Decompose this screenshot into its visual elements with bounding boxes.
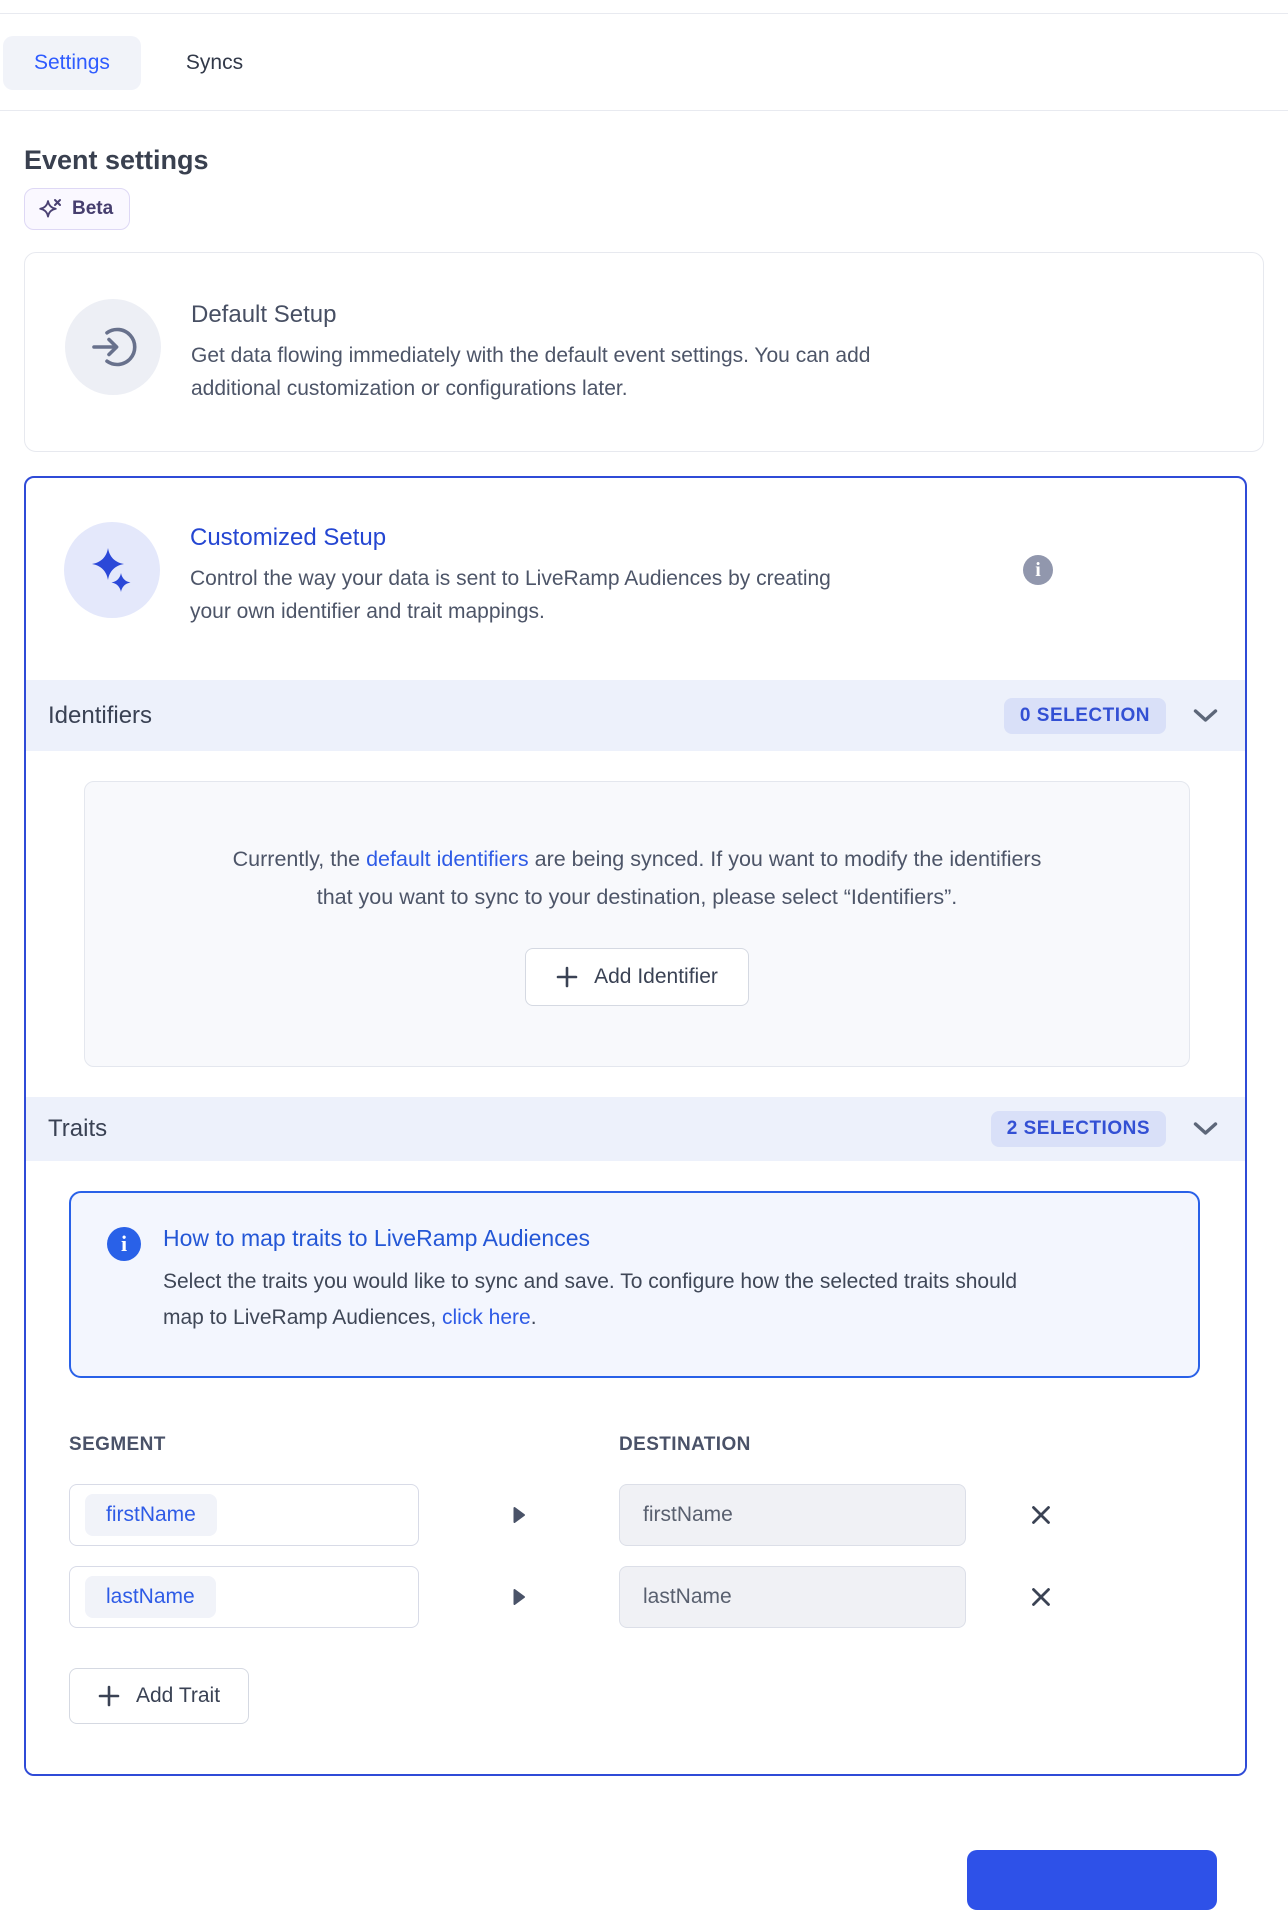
add-trait-label: Add Trait	[136, 1684, 221, 1707]
notice-text-post: are being synced. If you want to modify the identifiers that you want to sync to your destination, please select “Identifiers”.	[316, 847, 1042, 909]
trait-mapping-table	[69, 1434, 1200, 1628]
destination-input[interactable]: firstName	[619, 1484, 966, 1546]
customized-setup-card[interactable]	[24, 476, 1247, 1776]
sparkle-x-icon	[38, 197, 62, 221]
segment-column-header: SEGMENT	[69, 1434, 166, 1455]
traits-content	[26, 1161, 1245, 1774]
traits-section-header[interactable]	[26, 1097, 1245, 1161]
identifiers-notice	[232, 840, 1042, 916]
info-icon[interactable]: i	[1023, 555, 1053, 585]
plus-icon	[556, 966, 578, 988]
default-setup-title: Default Setup	[191, 301, 337, 328]
customized-setup-text	[190, 522, 855, 628]
segment-chip: firstName	[85, 1494, 217, 1536]
remove-trait-icon[interactable]	[966, 1503, 1116, 1527]
triangle-right-icon	[419, 1506, 619, 1524]
notice-text-pre: Currently, the	[232, 847, 367, 871]
remove-trait-icon[interactable]	[966, 1585, 1116, 1609]
triangle-right-icon	[419, 1588, 619, 1606]
customized-setup-title: Customized Setup	[190, 524, 387, 551]
add-identifier-label: Add Identifier	[594, 965, 718, 988]
identifiers-section-header[interactable]	[26, 680, 1245, 751]
plus-icon	[98, 1685, 120, 1707]
default-setup-card[interactable]	[24, 252, 1264, 452]
traits-info-body-post: .	[530, 1306, 537, 1329]
beta-label: Beta	[72, 198, 114, 219]
default-identifiers-link[interactable]: default identifiers	[366, 847, 529, 871]
destination-input[interactable]: lastName	[619, 1566, 966, 1628]
page-title: Event settings	[24, 145, 209, 175]
default-setup-description: Get data flowing immediately with the default event settings. You can add additional customization or configurations later.	[191, 344, 871, 400]
save-button[interactable]	[967, 1850, 1217, 1910]
traits-info-box	[69, 1191, 1200, 1378]
traits-info-body	[163, 1264, 1028, 1336]
traits-selection-badge: 2 SELECTIONS	[991, 1111, 1166, 1147]
sparkles-icon	[64, 522, 160, 618]
traits-info-title: How to map traits to LiveRamp Audiences	[163, 1225, 590, 1251]
tab-syncs[interactable]: Syncs	[185, 51, 244, 74]
traits-info-text	[163, 1225, 1028, 1336]
info-icon: i	[107, 1227, 141, 1261]
click-here-link[interactable]: click here	[442, 1306, 531, 1329]
traits-title: Traits	[48, 1115, 108, 1142]
identifiers-panel	[84, 781, 1190, 1067]
customized-setup-description: Control the way your data is sent to LiveRamp Audiences by creating your own identifier and trait mappings.	[190, 567, 831, 623]
default-setup-text	[191, 299, 961, 405]
segment-chip: lastName	[85, 1576, 216, 1618]
add-trait-button[interactable]	[69, 1668, 249, 1724]
page-root	[0, 13, 1288, 1855]
chevron-down-icon[interactable]	[1192, 708, 1219, 724]
add-identifier-button[interactable]	[525, 948, 749, 1006]
traits-header-right	[991, 1111, 1219, 1147]
beta-badge	[24, 188, 130, 230]
identifiers-header-right	[1004, 698, 1219, 734]
identifiers-title: Identifiers	[48, 701, 153, 729]
enter-arrow-icon	[65, 299, 161, 395]
tab-settings[interactable]: Settings	[3, 36, 141, 90]
tab-bar	[0, 13, 1288, 111]
identifiers-panel-wrap	[26, 751, 1245, 1097]
customized-setup-header	[26, 478, 1245, 680]
identifiers-selection-badge: 0 SELECTION	[1004, 698, 1166, 734]
chevron-down-icon[interactable]	[1192, 1121, 1219, 1137]
segment-select[interactable]	[69, 1484, 419, 1546]
main-content	[0, 145, 1288, 1776]
segment-select[interactable]	[69, 1566, 419, 1628]
traits-info-body-pre: Select the traits you would like to sync and save. To configure how the selected traits should map to LiveRamp Audiences,	[163, 1270, 1018, 1329]
destination-column-header: DESTINATION	[619, 1434, 751, 1455]
